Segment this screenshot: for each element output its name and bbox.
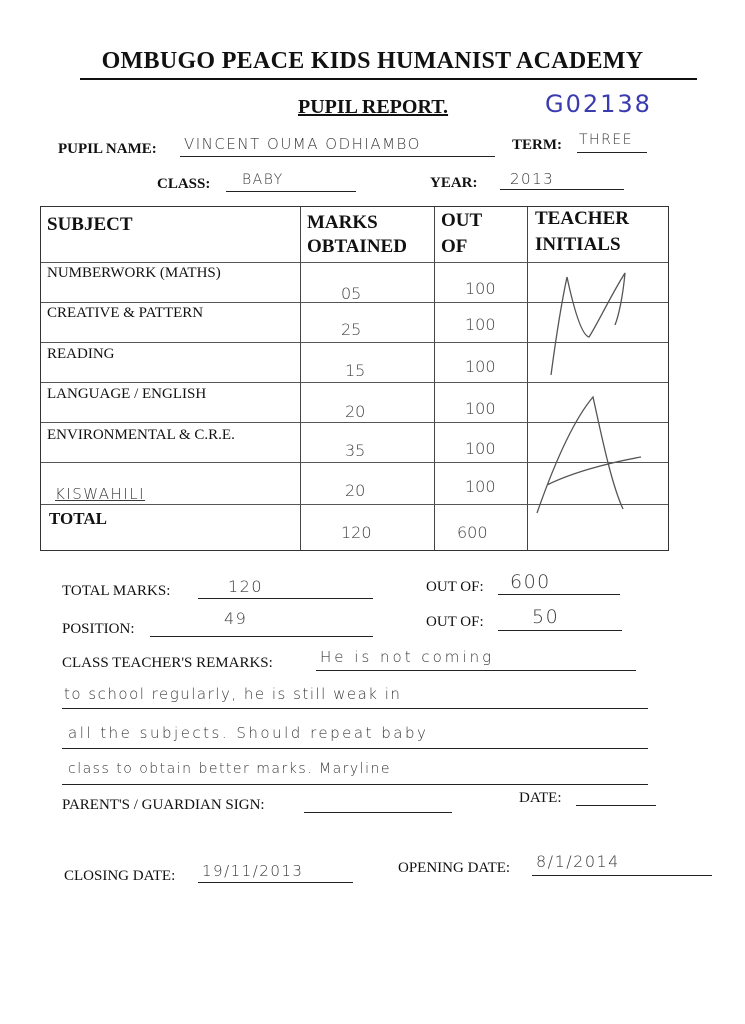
opening-date-value: 8/1/2014 — [536, 852, 620, 871]
total-marks: 120 — [341, 523, 372, 542]
total-out-of-label: OUT OF: — [426, 579, 484, 595]
pupil-name-value: VINCENT OUMA ODHIAMBO — [184, 135, 421, 153]
total-marks-label: TOTAL MARKS: — [62, 583, 171, 599]
total-out-of-line — [498, 573, 620, 595]
teacher-initials-signature — [541, 265, 651, 385]
term-value: THREE — [579, 132, 633, 148]
marks-creative: 25 — [341, 320, 362, 339]
marks-reading: 15 — [345, 361, 366, 380]
position-label: POSITION: — [62, 621, 135, 637]
parent-sign-line[interactable] — [304, 792, 452, 813]
remarks-label: CLASS TEACHER'S REMARKS: — [62, 655, 273, 671]
total-label: TOTAL — [49, 509, 107, 528]
header-obtained: OBTAINED — [307, 236, 407, 257]
date-line[interactable] — [576, 785, 656, 806]
header-subject: SUBJECT — [47, 214, 133, 235]
remarks-text-2: to school regularly, he is still weak in — [64, 685, 402, 703]
position-out-of-value: 50 — [532, 606, 560, 628]
year-line — [500, 168, 624, 190]
year-label: YEAR: — [430, 175, 478, 191]
remarks-line-3 — [62, 724, 648, 749]
position-out-of-line — [498, 606, 622, 631]
header-initials: INITIALS — [535, 234, 621, 255]
outof-kiswahili: 100 — [465, 477, 496, 496]
closing-date-label: CLOSING DATE: — [64, 868, 176, 884]
position-out-of-label: OUT OF: — [426, 614, 484, 630]
title-underline — [80, 78, 697, 80]
subject-language: LANGUAGE / ENGLISH — [47, 386, 207, 402]
subject-creative: CREATIVE & PATTERN — [47, 305, 204, 321]
term-line — [577, 130, 647, 153]
outof-numberwork: 100 — [465, 279, 496, 298]
position-line — [150, 609, 373, 637]
date-label: DATE: — [519, 790, 562, 806]
total-out-of-value: 600 — [510, 571, 551, 593]
remarks-line-2 — [62, 685, 648, 709]
outof-language: 100 — [465, 399, 496, 418]
closing-date-line — [198, 862, 353, 883]
marks-numberwork: 05 — [341, 284, 362, 303]
parent-sign-label: PARENT'S / GUARDIAN SIGN: — [62, 797, 265, 813]
marks-table — [40, 206, 669, 551]
class-value: BABY — [242, 172, 284, 188]
header-teacher: TEACHER — [535, 208, 629, 229]
marks-environmental: 35 — [345, 441, 366, 460]
position-value: 49 — [224, 609, 248, 628]
header-marks: MARKS — [307, 212, 378, 233]
remarks-text-4: class to obtain better marks. Maryline — [68, 761, 391, 777]
pupil-name-label: PUPIL NAME: — [58, 141, 157, 157]
remarks-text-3: all the subjects. Should repeat baby — [68, 724, 429, 742]
col-divider — [434, 207, 435, 550]
remarks-line-4 — [62, 761, 648, 785]
total-marks-value: 120 — [228, 577, 264, 596]
total-marks-line — [198, 577, 373, 599]
teacher-initials-signature — [511, 393, 661, 543]
header-of: OF — [441, 236, 468, 257]
outof-creative: 100 — [465, 315, 496, 334]
total-out-of: 600 — [457, 523, 488, 542]
pupil-name-line — [180, 134, 495, 157]
class-line — [226, 170, 356, 192]
col-divider — [300, 207, 301, 550]
closing-date-value: 19/11/2013 — [202, 862, 304, 880]
class-label: CLASS: — [157, 176, 211, 192]
subject-numberwork: NUMBERWORK (MATHS) — [47, 265, 221, 281]
outof-environmental: 100 — [465, 439, 496, 458]
marks-kiswahili: 20 — [345, 481, 366, 500]
row-divider — [41, 262, 668, 263]
school-name: OMBUGO PEACE KIDS HUMANIST ACADEMY — [101, 48, 644, 74]
outof-reading: 100 — [465, 357, 496, 376]
report-title: PUPIL REPORT. — [298, 96, 449, 118]
header-out: OUT — [441, 210, 483, 231]
year-value: 2013 — [510, 170, 555, 188]
subject-reading: READING — [47, 346, 115, 362]
opening-date-label: OPENING DATE: — [398, 860, 511, 876]
marks-language: 20 — [345, 402, 366, 421]
subject-kiswahili: KISWAHILI — [55, 485, 146, 503]
subject-environmental: ENVIRONMENTAL & C.R.E. — [47, 427, 235, 443]
report-code: G02138 — [545, 90, 652, 118]
term-label: TERM: — [512, 137, 562, 153]
opening-date-line — [532, 852, 712, 876]
remarks-text-1: He is not coming — [320, 648, 495, 666]
remarks-line-1 — [316, 650, 636, 671]
